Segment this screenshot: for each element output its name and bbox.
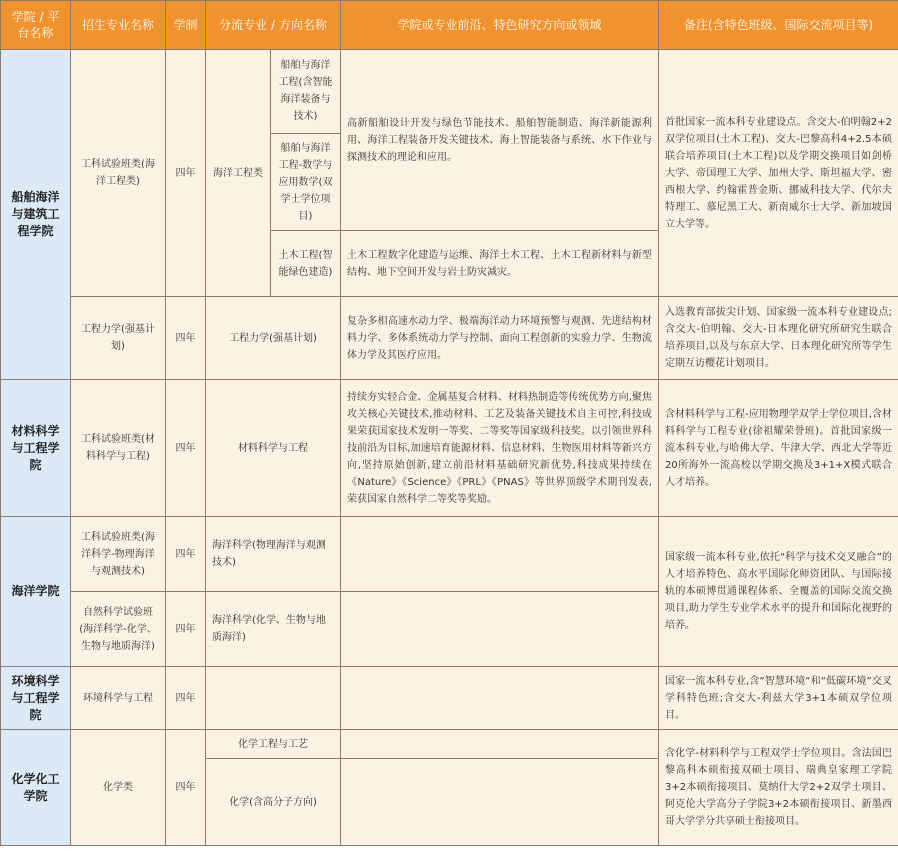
remarks-cell: 含化学-材料科学与工程双学士学位项目。含法国巴黎高科本硕衔接双硕士项目、瑞典皇家理工学院3+2本硕衔接项目、莫纳什大学2+2双学士项目、阿克伦大学高分子学院3+2本硕衔接项目、新墨西哥大学学分共享硕士衔接项目。 xyxy=(659,730,898,846)
direction-cell: 海洋科学(化学、生物与地质海洋) xyxy=(206,592,341,667)
remarks-cell: 含材料科学与工程-应用物理学双学士学位项目,含材料科学与工程专业(徐祖耀荣誉班)。首批国家级一流本科专业,与哈佛大学、牛津大学、西北大学等近20所海外一流高校以学期交换及3+1+X模式联合人才培养。 xyxy=(659,380,898,517)
direction-cell: 海洋科学(物理海洋与观测技术) xyxy=(206,517,341,592)
header-direction: 分流专业 / 方向名称 xyxy=(206,1,341,50)
table-row xyxy=(1,517,898,592)
header-remarks: 备注(含特色班级、国际交流项目等) xyxy=(659,1,898,50)
duration-cell: 四年 xyxy=(166,380,206,517)
header-duration: 学制 xyxy=(166,1,206,50)
major-cell: 工程力学(强基计划) xyxy=(71,297,166,380)
frontier-cell xyxy=(341,517,659,592)
duration-cell: 四年 xyxy=(166,50,206,297)
direction-cell xyxy=(206,667,341,730)
duration-cell: 四年 xyxy=(166,517,206,592)
sub-direction-cell: 土木工程(智能绿色建造) xyxy=(271,231,341,297)
sub-direction-cell: 船舶与海洋工程(含智能海洋装备与技术) xyxy=(271,50,341,134)
direction-cell: 海洋工程类 xyxy=(206,50,271,297)
direction-cell: 工程力学(强基计划) xyxy=(206,297,341,380)
major-cell: 化学类 xyxy=(71,730,166,846)
sub-direction-cell: 船舶与海洋工程-数学与应用数学(双学士学位项目) xyxy=(271,133,341,231)
college-chem: 化学化工学院 xyxy=(1,730,71,846)
remarks-cell: 国家级一流本科专业,依托“科学与技术交叉融合”的人才培养特色、高水平国际化师资团队、与国际接轨的本硕博贯通课程体系、全覆盖的国际交流交换项目,助力学生专业学术水平的提升和国际化视野的培养。 xyxy=(659,517,898,667)
header-frontier: 学院或专业前沿、特色研究方向或领域 xyxy=(341,1,659,50)
remarks-cell: 入选教育部拔尖计划、国家级一流本科专业建设点;含交大-伯明翰、交大-日本理化研究所研究生联合培养项目,以及与东京大学、日本理化研究所等学生定期互访樱花计划项目。 xyxy=(659,297,898,380)
frontier-cell xyxy=(341,667,659,730)
header-college: 学院 / 平台名称 xyxy=(1,1,71,50)
table-row xyxy=(1,50,898,134)
frontier-cell xyxy=(341,730,659,759)
frontier-cell xyxy=(341,759,659,846)
direction-cell: 材料科学与工程 xyxy=(206,380,341,517)
table-row xyxy=(1,667,898,730)
duration-cell: 四年 xyxy=(166,297,206,380)
major-cell: 工科试验班类(材料科学与工程) xyxy=(71,380,166,517)
table-row xyxy=(1,730,898,759)
college-ocean: 海洋学院 xyxy=(1,517,71,667)
duration-cell: 四年 xyxy=(166,730,206,846)
remarks-cell: 首批国家一流本科专业建设点。含交大-伯明翰2+2双学位项目(土木工程)、交大-巴黎高科4+2.5本硕联合培养项目(土木工程)以及学期交换项目如剑桥大学、帝国理工大学、加州大学、斯坦福大学、密西根大学、约翰霍普金斯、挪威科技大学、代尔夫特理工、慕尼黑工大、新南威尔士大学、新加坡国立大学等。 xyxy=(659,50,898,297)
frontier-cell: 持续夯实轻合金、金属基复合材料、材料热制造等传统优势方向,聚焦攻关核心关键技术,推动材料、工艺及装备关键技术自主可控,科技成果荣获国家技术发明一等奖、二等奖等国家级科技奖。以引领世界科技前沿为目标,加速培育能源材料、信息材料、生物医用材料等新兴方向,坚持原始创新,建立前沿材料基础研究新优势,科技成果持续在《Nature》《Science》《PRL》《PNAS》等世界顶级学术期刊发表,荣获国家自然科学二等奖等奖励。 xyxy=(341,380,659,517)
college-ship: 船舶海洋与建筑工程学院 xyxy=(1,50,71,380)
direction-cell: 化学工程与工艺 xyxy=(206,730,341,759)
header-major: 招生专业名称 xyxy=(71,1,166,50)
header-row xyxy=(1,1,898,50)
duration-cell: 四年 xyxy=(166,592,206,667)
remarks-cell: 国家一流本科专业,含“智慧环境”和“低碳环境”交叉学科特色班;含交大-利兹大学3+1本硕双学位项目。 xyxy=(659,667,898,730)
major-cell: 工科试验班类(海洋科学-物理海洋与观测技术) xyxy=(71,517,166,592)
duration-cell: 四年 xyxy=(166,667,206,730)
table-row xyxy=(1,380,898,517)
major-cell: 自然科学试验班(海洋科学-化学、生物与地质海洋) xyxy=(71,592,166,667)
table-row xyxy=(1,297,898,380)
college-env: 环境科学与工程学院 xyxy=(1,667,71,730)
frontier-cell: 土木工程数字化建造与运维、海洋土木工程、土木工程新材料与新型结构、地下空间开发与岩土防灾减灾。 xyxy=(341,231,659,297)
major-cell: 工科试验班类(海洋工程类) xyxy=(71,50,166,297)
frontier-cell: 高新船舶设计开发与绿色节能技术、船舶智能制造、海洋新能源利用、海洋工程装备开发关键技术、海上智能装备与系统、水下作业与探测技术的理论和应用。 xyxy=(341,50,659,231)
frontier-cell xyxy=(341,592,659,667)
direction-cell: 化学(含高分子方向) xyxy=(206,759,341,846)
college-material: 材料科学与工程学院 xyxy=(1,380,71,517)
major-cell: 环境科学与工程 xyxy=(71,667,166,730)
frontier-cell: 复杂多相高速水动力学、极端海洋动力环境预警与观测、先进结构材料力学、多体系统动力学与控制、面向工程创新的实验力学、生物流体力学及其医疗应用。 xyxy=(341,297,659,380)
